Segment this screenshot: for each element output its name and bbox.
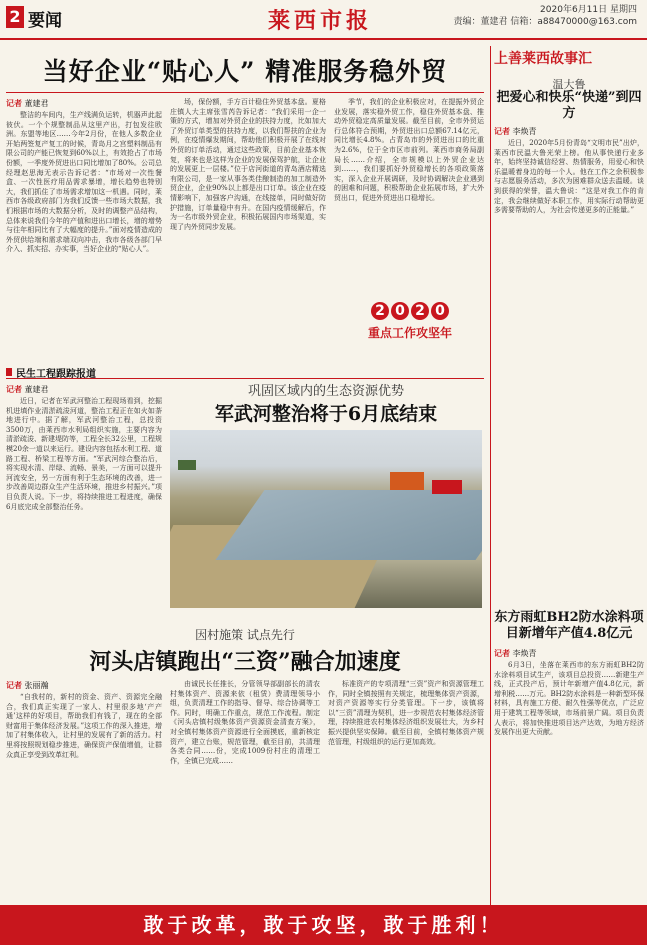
- newspaper-name: 莱西市报: [268, 8, 373, 34]
- section-bar-label: 民生工程跟踪报道: [16, 369, 96, 380]
- byline-label: 记者: [6, 681, 22, 690]
- badge-digit: 0: [391, 302, 409, 320]
- sidebar-rule: [490, 46, 491, 906]
- story3-headline: 河头店镇跑出“三资”融合加速度: [89, 649, 401, 675]
- lead-text-3: 季节，我们的企业积极应对，在提振外贸企业发展，落实稳外贸工作，稳住外贸基本盘、推动外贸稳定高质量发展。截至目前，全市外贸运行总体符合预期，外贸进出口总额67.14亿元，同比增长4.8%。占青岛市的外贸进出口的比重为2.6%，位于全市区市前列。莱西市商务局副局长……介绍，全市规模以上外贸企业达到……，我们要抓好外贸稳增长的各项政策落实，深入企业开展调研，及时协调解决企业遇到的困难和问题，积极帮助企业拓展市场，扩大外贸出口，促进外贸进出口稳增长。: [334, 98, 484, 202]
- date-editor-info: [454, 4, 637, 28]
- story3-text-2: 由诚民长任推长，分管领导部副部长的清农村集体资产、资源来依（租赁）费清理领导小组，负责清理工作的指导、督导、综合协调等工作。同时，明确工作重点，规范工作流程。制定《河头店镇村级集体资产资源资金清查方案》，对全镇村集体资产资源进行全面摸底，重新核定资产，建立台账，规范管理，截至目前，共清理各类合同……份，完成1009份村庄的清理工作，全镇已完成……: [170, 680, 320, 765]
- editor-line: 责编：董建君 信箱：a88470000@163.com: [453, 17, 637, 27]
- lead-column-3: [334, 98, 484, 296]
- byline-name: 董建君: [24, 385, 49, 394]
- story3-text-3: 标准资产的专项清理“三资”资产和资源管理工作，同时全镇按照有关规定，梳理集体资产资源，对资产资源等实行分类管理。下一步，该镇将以“三资”清理为契机，进一步规范农村集体经济管理，持续推进农村集体经济组织发展壮大，为乡村振兴提供坚实保障。截至目前，全镇村集体资产规范管理，村级组织的运行更加高效。: [328, 680, 484, 746]
- sidebar-byline: [494, 126, 644, 137]
- lead-headline: 当好企业“贴心人” 精准服务稳外贸: [42, 57, 448, 86]
- byline-name: 张丽瀚: [24, 681, 49, 690]
- story3-column-2: [170, 680, 320, 900]
- section-name: 要闻: [28, 11, 62, 31]
- key-work-badge: [338, 300, 482, 348]
- section-bar: [6, 365, 484, 379]
- footer-slogan: 敢于改革，敢于攻坚，敢于胜利！: [0, 905, 647, 945]
- sidebar-text: 近日，2020年5月份青岛“文明市民”出炉，莱西市民温大鲁光荣上榜。他从事快递行业多年，始终坚持诚信经营、热情服务，用爱心和快乐温暖着身边的每一个人。他在工作之余积极参与志愿服务活动，多次为困难群众送去温暖。谈到获得的荣誉，温大鲁说：“这是对我工作的肯定，我会继续做好本职工作，用实际行动帮助更多需要帮助的人，为社会传递更多的正能量。”: [494, 139, 644, 215]
- story3-column-1: [6, 680, 162, 900]
- sidebar-column-2: [494, 648, 644, 900]
- section-marker-icon: [6, 368, 12, 376]
- river-construction-photo: [170, 430, 482, 608]
- page-number: 2: [6, 6, 24, 28]
- byline-name: 李焕青: [512, 127, 537, 136]
- lead-text-2: 场，保份额，手方百计稳住外贸基本盘。夏格庄镇人大主席张雪芮告诉记者：“我们采用一企一策的方式，增加对外贸企业的扶持力度，比如加大了外贸订单类型的扶持力度，以我们帮扶的企业为例，在疫情爆发期间，帮助他们积极开展了在线对外贸的订单活动，通过这些政策，目前企业基本恢复，将来也是这样为企业的发展保驾护航，让企业的发展更上一层楼。”位于店河街道的青岛酒店精选有限公司，是一家从事各类佳酿制造的加工制造外贸企业，企业90%以上都是出口订单。该企业在疫情影响下，加强客户沟通，在线接单，同时做好防护措施，订单量稳中有升。在国内疫情缓解后，作为一名市级外贸企业，积极拓展国内市场渠道，实现了内外贸同步发展。: [170, 98, 326, 231]
- byline-name: 董建君: [24, 99, 49, 108]
- story3-text-1: “自我村的，新村的资金、资产、资源完全融合，我们真正实现了一家人、村里很多地‘产产通’这样的好项目，帮助我们有钱了，现在的全部财富用于集体经济发展。”这项工作的深入推进，增加了村集体收入，让村里的发展有了新的活力。村里将按照规划稳步推进，确保资产保值增值，让群众真正享受到改革红利。: [6, 693, 162, 759]
- photo-river-water: [215, 490, 482, 560]
- masthead: [0, 0, 647, 40]
- byline-label: 记者: [6, 99, 22, 108]
- story3-byline: [6, 680, 162, 691]
- sidebar-kicker: 温大鲁: [552, 78, 586, 91]
- badge-digit: 2: [371, 302, 389, 320]
- story2-byline: [6, 384, 162, 395]
- byline-label: 记者: [6, 385, 22, 394]
- byline-label: 记者: [494, 649, 510, 658]
- story2-column: [6, 384, 162, 606]
- photo-excavator: [390, 472, 424, 490]
- lead-column-1: [6, 98, 162, 360]
- sidebar-tag: 上善莱西故事汇: [494, 51, 592, 67]
- byline-label: 记者: [494, 127, 510, 136]
- story2-text: 近日，记者在军武河整治工程现场看到，挖掘机进填作业清淤疏浚河道，整治工程正在如火如荼地进行中。据了解，军武河整治工程，总投资3500万，由莱西市水利局组织实施，主要内容为清淤疏浚、新建堤防等，工程全长32公里，工程规模20余一道以来运行。建设内容包括水利工程、道路工程、桥梁工程等方面。“军武河综合整治后，将实现水清、岸绿、流畅、景美，一方面可以提升河流安全，另一方面有利于生态环境的改善，进一步改善周边群众生产生活环境，推进乡村振兴。”项目负责人说。下一步，将持续推进工程进度，确保6月底完成全部整治任务。: [6, 397, 162, 511]
- sidebar-headline-2: 东方雨虹BH2防水涂料项目新增年产值4.8亿元: [494, 610, 644, 641]
- story3-column-3: [328, 680, 484, 900]
- story2-headline: 军武河整治将于6月底结束: [214, 403, 438, 425]
- story2-kicker: 巩固区域内的生态资源优势: [247, 384, 404, 399]
- issue-date: 2020年6月11日 星期四: [540, 5, 637, 15]
- badge-digit: 2: [411, 302, 429, 320]
- sidebar-headline: 把爱心和快乐“快递”到四方: [496, 90, 642, 121]
- lead-column-2: [170, 98, 326, 360]
- story3-kicker: 因村施策 试点先行: [195, 628, 295, 642]
- badge-year: [370, 302, 450, 320]
- sidebar-byline-2: [494, 648, 644, 659]
- byline-name: 李焕青: [512, 649, 537, 658]
- photo-truck-red: [432, 480, 462, 494]
- sidebar-header: [494, 48, 644, 70]
- badge-digit: 0: [431, 302, 449, 320]
- sidebar-column: [494, 126, 644, 604]
- lead-text-1: 整洁的车间内，生产线满负运转，机器声此起彼伏。一个个规整制品从这里产出，打包发往欧洲。东盟等地区……今年2月份，在他人多数企业开始两签复产复工的时候，青岛月之宫塑料制品有限公司的产能已恢复到60%以上，有效抢占了市场份额，一季度外贸进出口同比增加了80%。公司总经理赵思海无表示告诉记者：“市场对一次性餐盒、一次性医疗用品需求暴增，增长趋势也特别大，我们抓住了市场需求增加这一机遇。同时，莱西市各级政府部门为我们反馈一些市场大数据，我们根据市场的大数据分析，及时的调整产品结构，总体来说我们今年的产值和进出口增长，增的增势与往年相同比有了大幅度的提升。”面对疫情造成的外贸供给端和需求端双向冲击，我市各级各部门早介入、抓实招、办实事，当好企业的“贴心人”。: [6, 111, 162, 254]
- badge-text: 重点工作攻坚年: [367, 326, 452, 340]
- photo-truck-green: [178, 460, 196, 470]
- sidebar-text-2: 6月3日，坐落在莱西市的东方雨虹BH2防水涂料项目试生产，该项目总投资……新建生产线，正式投产后，预计年新增产值4.8亿元，新增利税……万元。BH2防水涂料是一种新型环保材料，具有施工方便、耐久性强等优点，广泛应用于建筑工程等领域，市场前景广阔。项目负责人表示，将加快推进项目达产达效，为地方经济发展作出更大贡献。: [494, 661, 644, 737]
- headline-rule: [6, 92, 484, 93]
- lead-byline: [6, 98, 162, 109]
